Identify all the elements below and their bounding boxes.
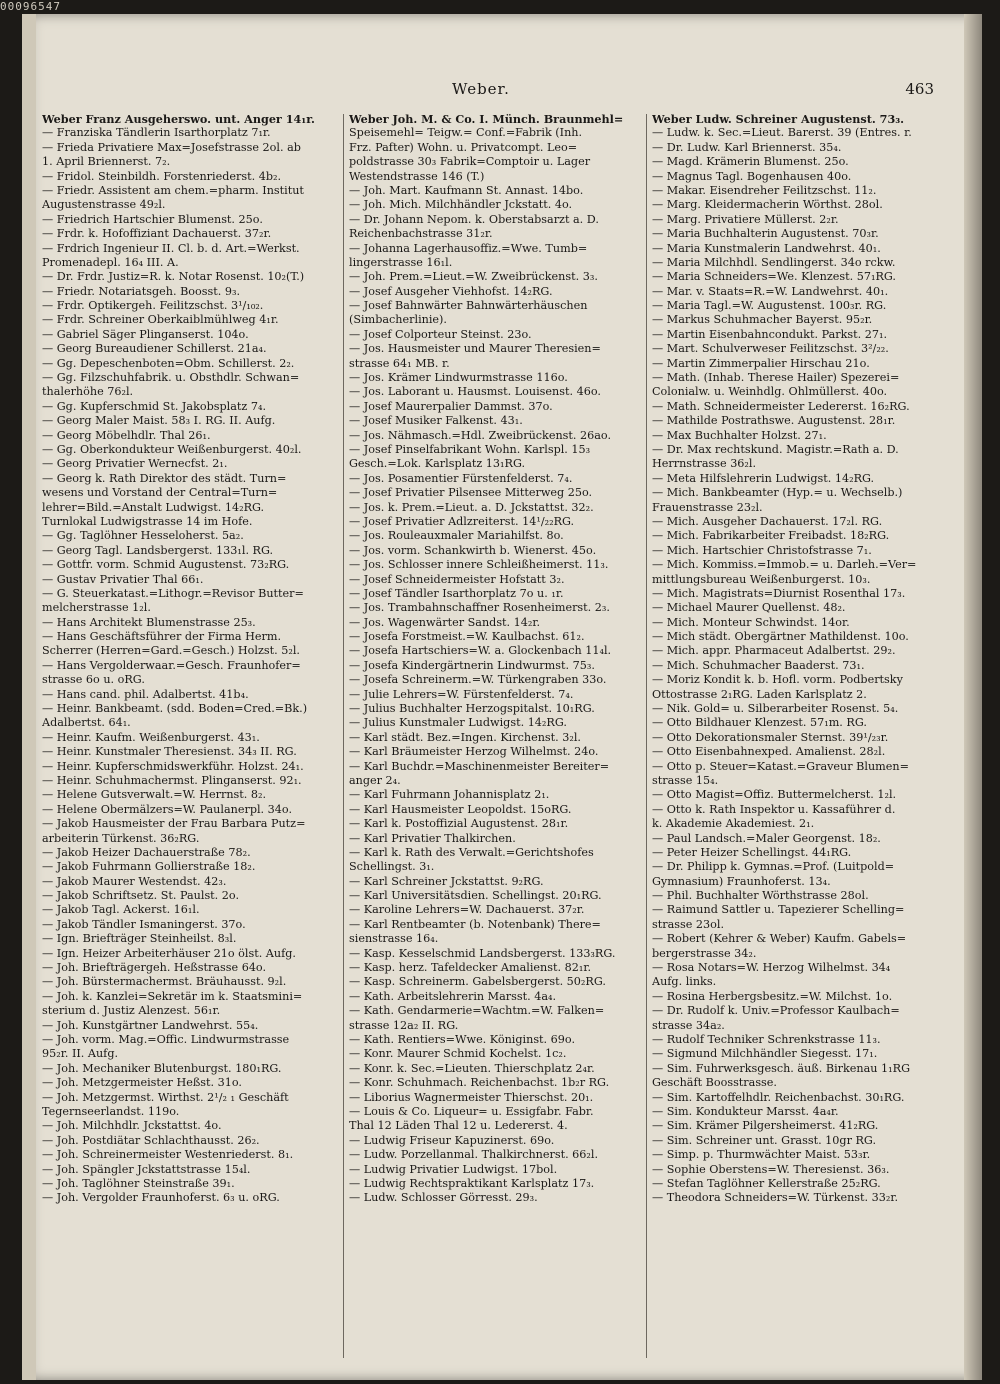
directory-entry: — Dr. Max rechtskund. Magistr.=Rath a. D. <box>652 442 899 456</box>
directory-entry: — Helene Gutsverwalt.=W. Herrnst. 8₂. <box>42 788 267 802</box>
directory-entry: wesens und Vorstand der Central=Turn= <box>42 486 278 500</box>
directory-entry: — Joh. Bürstermachermst. Bräuhausst. 9₂l. <box>42 975 287 989</box>
column-divider <box>646 114 647 1358</box>
column-divider <box>343 114 344 1358</box>
directory-entry: — Friedrich Hartschier Blumenst. 25o. <box>42 212 263 226</box>
directory-entry: strasse 23ol. <box>652 917 725 931</box>
directory-entry: k. Akademie Akademiest. 2₁. <box>652 817 815 831</box>
directory-entry: Westendstrasse 146 (T.) <box>349 169 485 183</box>
directory-entry: — Otto Eisenbahnexped. Amalienst. 28₂l. <box>652 745 886 759</box>
directory-entry: — Sim. Schreiner unt. Grasst. 10gr RG. <box>652 1133 877 1147</box>
directory-entry: — Jakob Heizer Dachauerstraße 78₂. <box>42 845 251 859</box>
directory-entry: 95₂r. II. Aufg. <box>42 1047 119 1061</box>
directory-entry: — Otto Dekorationsmaler Sternst. 39¹/₂₃r. <box>652 730 889 744</box>
directory-entry: — Dr. Rudolf k. Univ.=Professor Kaulbach= <box>652 1004 900 1018</box>
directory-entry: Adalbertst. 64₁. <box>42 716 131 730</box>
directory-entry: — Karl Bräumeister Herzog Wilhelmst. 24o. <box>349 745 599 759</box>
directory-entry: Herrnstrasse 36₂l. <box>652 457 757 471</box>
directory-entry: bergerstrasse 34₂. <box>652 946 757 960</box>
directory-entry: — Jakob Maurer Westendst. 42₃. <box>42 874 227 888</box>
directory-entry: — Otto p. Steuer=Katast.=Graveur Blumen= <box>652 759 909 773</box>
directory-entry: sienstrasse 16₄. <box>349 932 439 946</box>
directory-entry: — Karoline Lehrers=W. Dachauerst. 37₂r. <box>349 903 585 917</box>
directory-entry: — Karl Universitätsdien. Schellingst. 20₁RG. <box>349 889 602 903</box>
directory-entry: (Simbacherlinie). <box>349 313 447 327</box>
directory-entry: — Friedr. Assistent am chem.=pharm. Institut <box>42 183 304 197</box>
directory-entry: — Karl Schreiner Jckstattst. 9₂RG. <box>349 874 544 888</box>
directory-entry: — Markus Schuhmacher Bayerst. 95₂r. <box>652 313 873 327</box>
directory-entry: — Joh. Mich. Milchhändler Jckstatt. 4o. <box>349 198 573 212</box>
directory-entry: — Ign. Heizer Arbeiterhäuser 21o ölst. Aufg. <box>42 946 296 960</box>
directory-entry: — Heinr. Kupferschmidswerkführ. Holzst. 24₁. <box>42 759 304 773</box>
directory-entry: — Maria Kunstmalerin Landwehrst. 40₁. <box>652 241 881 255</box>
directory-entry: — Friedr. Notariatsgeh. Boosst. 9₃. <box>42 284 241 298</box>
directory-entry: — Ludw. k. Sec.=Lieut. Barerst. 39 (Entres. r. <box>652 126 912 140</box>
directory-entry: — Jos. Posamentier Fürstenfelderst. 7₄. <box>349 471 573 485</box>
directory-entry: — Jos. vorm. Schankwirth b. Wienerst. 45o. <box>349 543 597 557</box>
directory-entry: — Joh. Kunstgärtner Landwehrst. 55₄. <box>42 1018 259 1032</box>
directory-entry: — Dr. Frdr. Justiz=R. k. Notar Rosenst. 10₂(T.) <box>42 270 305 284</box>
directory-entry: Weber Ludw. Schreiner Augustenst. 73₃. <box>652 112 905 126</box>
directory-entry: — Makar. Eisendreher Feilitzschst. 11₂. <box>652 183 877 197</box>
directory-entry: — Jos. Krämer Lindwurmstrasse 116o. <box>349 371 568 385</box>
directory-entry: — Frdr. Schreiner Oberkaiblmühlweg 4₁r. <box>42 313 279 327</box>
directory-entry: — Karl Buchdr.=Maschinenmeister Bereiter= <box>349 759 610 773</box>
page-number: 463 <box>905 80 934 98</box>
directory-entry: — Mart. Schulverweser Feilitzschst. 3²/₂₂. <box>652 342 889 356</box>
directory-entry: — Ludw. Schlosser Görresst. 29₃. <box>349 1191 538 1205</box>
directory-entry: — Gg. Kupferschmid St. Jakobsplatz 7₄. <box>42 399 267 413</box>
directory-entry: sterium d. Justiz Alenzest. 56₁r. <box>42 1004 221 1018</box>
directory-entry: — Kasp. herz. Tafeldecker Amalienst. 82₁r. <box>349 961 592 975</box>
directory-entry: — Heinr. Kaufm. Weißenburgerst. 43₁. <box>42 730 260 744</box>
directory-entry: Schellingst. 3₁. <box>349 860 435 874</box>
directory-entry: — Jos. Hausmeister und Maurer Theresien= <box>349 342 601 356</box>
directory-entry: — Sophie Oberstens=W. Theresienst. 36₃. <box>652 1162 890 1176</box>
directory-entry: — Josefa Forstmeist.=W. Kaulbachst. 61₂. <box>349 630 585 644</box>
directory-entry: — Sim. Kartoffelhdlr. Reichenbachst. 30₁RG. <box>652 1090 905 1104</box>
directory-page <box>22 14 982 1380</box>
directory-entry: — Josef Maurerpalier Dammst. 37o. <box>349 399 553 413</box>
directory-entry: — Stefan Taglöhner Kellerstraße 25₂RG. <box>652 1176 881 1190</box>
directory-entry: lingerstrasse 16₁l. <box>349 255 453 269</box>
directory-entry: — Hans Architekt Blumenstrasse 25₃. <box>42 615 256 629</box>
directory-entry: lehrer=Bild.=Anstalt Ludwigst. 14₂RG. <box>42 500 265 514</box>
directory-entry: — Louis & Co. Liqueur= u. Essigfabr. Fabr. <box>349 1104 594 1118</box>
directory-entry: — Joh. k. Kanzlei=Sekretär im k. Staatsmini= <box>42 989 303 1003</box>
running-header <box>22 80 982 106</box>
directory-entry: — Dr. Johann Nepom. k. Oberstabsarzt a. D. <box>349 212 599 226</box>
directory-entry: — Mich städt. Obergärtner Mathildenst. 10o. <box>652 630 909 644</box>
directory-entry: — Nik. Gold= u. Silberarbeiter Rosenst. 5₄. <box>652 702 899 716</box>
directory-entry: — Joh. Vergolder Fraunhoferst. 6₃ u. oRG. <box>42 1191 280 1205</box>
directory-entry: — Dr. Philipp k. Gymnas.=Prof. (Luitpold= <box>652 860 895 874</box>
directory-entry: — Frdr. k. Hofoffiziant Dachauerst. 37₂r. <box>42 227 272 241</box>
directory-entry: Colonialw. u. Weinhdlg. Ohlmüllerst. 40o. <box>652 385 888 399</box>
directory-entry: — Martin Zimmerpalier Hirschau 21o. <box>652 356 870 370</box>
directory-entry: — Joh. vorm. Mag.=Offic. Lindwurmstrasse <box>42 1033 290 1046</box>
directory-entry: — Mich. Magistrats=Diurnist Rosenthal 17₃. <box>652 586 906 600</box>
directory-entry: — Joh. Briefträgergeh. Heßstrasse 64o. <box>42 961 267 975</box>
directory-entry: Ottostrasse 2₁RG. Laden Karlsplatz 2. <box>652 687 867 701</box>
directory-entry: — Konr. Schuhmach. Reichenbachst. 1b₂r RG. <box>349 1076 610 1090</box>
directory-entry: Promenadepl. 16₄ III. A. <box>42 255 179 269</box>
directory-entry: — Josef Schneidermeister Hofstatt 3₂. <box>349 572 565 586</box>
directory-entry: — Mich. Fabrikarbeiter Freibadst. 18₂RG. <box>652 529 890 543</box>
directory-entry: — Heinr. Bankbeamt. (sdd. Boden=Cred.=Bk.) <box>42 702 308 716</box>
directory-entry: — Math. Schneidermeister Ledererst. 16₂RG. <box>652 399 910 413</box>
directory-entry: Frz. Pafter) Wohn. u. Privatcompt. Leo= <box>349 140 578 154</box>
directory-entry: — Georg Möbelhdlr. Thal 26₁. <box>42 428 211 442</box>
header-title: Weber. <box>452 80 510 98</box>
directory-entry: — Frieda Privatiere Max=Josefstrasse 2ol. ab <box>42 140 301 154</box>
scan-id-label: 00096547 <box>0 0 61 13</box>
directory-entry: — Gg. Oberkondukteur Weißenburgerst. 40₂l. <box>42 442 302 456</box>
directory-entry: — Jos. Trambahnschaffner Rosenheimerst. 2₃. <box>349 601 610 615</box>
directory-entry: — Johanna Lagerhausoffiz.=Wwe. Tumb= <box>349 241 588 255</box>
directory-entry: — Mich. appr. Pharmaceut Adalbertst. 29₂. <box>652 644 896 658</box>
directory-entry: Thal 12 Läden Thal 12 u. Ledererst. 4. <box>349 1119 568 1133</box>
directory-columns <box>36 112 948 1362</box>
directory-entry: — Josefa Hartschiers=W. a. Glockenbach 11₄l. <box>349 644 612 658</box>
directory-entry: — Jos. Wagenwärter Sandst. 14₂r. <box>349 615 541 629</box>
directory-entry: — Georg Bureaudiener Schillerst. 21a₄. <box>42 342 267 356</box>
directory-entry: Aufg. links. <box>652 975 717 989</box>
directory-entry: — Julius Kunstmaler Ludwigst. 14₂RG. <box>349 716 567 730</box>
directory-entry: — Jakob Tändler Ismaningerst. 37o. <box>42 917 246 931</box>
directory-entry: — Maria Schneiders=We. Klenzest. 57₁RG. <box>652 270 896 284</box>
directory-entry: — G. Steuerkatast.=Lithogr.=Revisor Butter= <box>42 586 304 600</box>
directory-entry: — Martin Eisenbahncondukt. Parkst. 27₁. <box>652 327 888 341</box>
directory-entry: — Ign. Briefträger Steinheilst. 8₃l. <box>42 932 237 946</box>
directory-entry: — Josefa Schreinerm.=W. Türkengraben 33o. <box>349 673 607 687</box>
directory-entry: — Jakob Schriftsetz. St. Paulst. 2o. <box>42 889 240 903</box>
directory-entry: — Josef Bahnwärter Bahnwärterhäuschen <box>349 299 588 313</box>
directory-entry: — Mich. Kommiss.=Immob.= u. Darleh.=Ver= <box>652 558 917 572</box>
directory-entry: — Julie Lehrers=W. Fürstenfelderst. 7₄. <box>349 687 574 701</box>
directory-entry: — Karl k. Postoffizial Augustenst. 28₁r. <box>349 817 569 831</box>
directory-entry: — Georg Tagl. Landsbergerst. 133₁l. RG. <box>42 543 274 557</box>
directory-entry: — Mich. Hartschier Christofstrasse 7₁. <box>652 543 872 557</box>
directory-entry: strasse 12a₂ II. RG. <box>349 1018 459 1032</box>
directory-entry: — Paul Landsch.=Maler Georgenst. 18₂. <box>652 831 881 845</box>
directory-entry: — Meta Hilfslehrerin Ludwigst. 14₂RG. <box>652 471 875 485</box>
directory-entry: — Raimund Sattler u. Tapezierer Schelling= <box>652 903 905 917</box>
directory-entry: — Jos. Laborant u. Hausmst. Louisenst. 46o. <box>349 385 601 399</box>
directory-entry: — Karl Fuhrmann Johannisplatz 2₁. <box>349 788 550 802</box>
directory-entry: — Otto Magist=Offiz. Buttermelcherst. 1₂l. <box>652 788 897 802</box>
directory-entry: strasse 34a₂. <box>652 1018 725 1032</box>
directory-entry: — Peter Heizer Schellingst. 44₁RG. <box>652 845 852 859</box>
directory-entry: — Joh. Taglöhner Steinstraße 39₁. <box>42 1176 235 1190</box>
directory-entry: — Joh. Schreinermeister Westenriederst. 8₁. <box>42 1148 294 1162</box>
directory-entry: — Mathilde Postrathswe. Augustenst. 28₁r. <box>652 414 896 428</box>
directory-entry: — Gustav Privatier Thal 66₁. <box>42 572 204 586</box>
directory-entry: — Josef Colporteur Steinst. 23o. <box>349 327 532 341</box>
directory-entry: — Hans Vergolderwaar.=Gesch. Fraunhofer= <box>42 658 301 672</box>
directory-entry: — Josef Privatier Pilsensee Mitterweg 25o. <box>349 486 593 500</box>
directory-entry: — Magnus Tagl. Bogenhausen 40o. <box>652 169 852 183</box>
directory-entry: Reichenbachstrasse 31₂r. <box>349 227 493 241</box>
directory-entry: — Ludwig Privatier Ludwigst. 17bol. <box>349 1162 558 1176</box>
directory-entry: — Otto Bildhauer Klenzest. 57₁m. RG. <box>652 716 867 730</box>
directory-entry: strasse 15₄. <box>652 773 719 787</box>
directory-entry: — Karl Hausmeister Leopoldst. 15oRG. <box>349 802 572 816</box>
column-2 <box>349 112 645 1362</box>
directory-entry: — Joh. Prem.=Lieut.=W. Zweibrückenst. 3₃. <box>349 270 598 284</box>
directory-entry: — Jakob Fuhrmann Gollierstraße 18₂. <box>42 860 256 874</box>
directory-entry: — Konr. Maurer Schmid Kochelst. 1c₂. <box>349 1047 567 1061</box>
directory-entry: — Mar. v. Staats=R.=W. Landwehrst. 40₁. <box>652 284 889 298</box>
directory-entry: — Karl Rentbeamter (b. Notenbank) There= <box>349 917 601 931</box>
directory-entry: — Josef Musiker Falkenst. 43₁. <box>349 414 523 428</box>
directory-entry: poldstrasse 30₃ Fabrik=Comptoir u. Lager <box>349 155 591 169</box>
directory-entry: — Math. (Inhab. Therese Hailer) Spezerei= <box>652 371 900 385</box>
directory-entry: arbeiterin Türkenst. 36₂RG. <box>42 831 200 845</box>
directory-entry: — Gabriel Säger Plinganserst. 104o. <box>42 327 249 341</box>
directory-entry: Tegernseerlandst. 119o. <box>42 1104 180 1118</box>
directory-entry: — Simp. p. Thurmwächter Maist. 53₃r. <box>652 1148 871 1162</box>
directory-entry: — Rudolf Techniker Schrenkstrasse 11₃. <box>652 1033 881 1046</box>
directory-entry: strasse 6o u. oRG. <box>42 673 145 687</box>
directory-entry: — Joh. Milchhdlr. Jckstattst. 4o. <box>42 1119 222 1133</box>
directory-entry: — Mich. Ausgeher Dachauerst. 17₂l. RG. <box>652 514 883 528</box>
directory-entry: — Moriz Kondit k. b. Hofl. vorm. Podbertsky <box>652 673 903 687</box>
left-page-edge <box>22 14 36 1380</box>
directory-entry: — Sim. Kondukteur Marsst. 4a₄r. <box>652 1104 839 1118</box>
directory-entry: — Hans Geschäftsführer der Firma Herm. <box>42 630 282 644</box>
directory-entry: Turnlokal Ludwigstrasse 14 im Hofe. <box>42 514 253 528</box>
directory-entry: — Kath. Rentiers=Wwe. Königinst. 69o. <box>349 1033 576 1046</box>
directory-entry: anger 2₄. <box>349 773 401 787</box>
directory-entry: — Frdr. Optikergeh. Feilitzschst. 3¹/₁₀₂. <box>42 299 264 313</box>
directory-entry: — Franziska Tändlerin Isarthorplatz 7₁r. <box>42 126 271 140</box>
directory-entry: — Kasp. Kesselschmid Landsbergerst. 133₃RG. <box>349 946 616 960</box>
directory-entry: — Gg. Filzschuhfabrik. u. Obsthdlr. Schwan= <box>42 371 300 385</box>
directory-entry: — Mich. Bankbeamter (Hyp.= u. Wechselb.) <box>652 486 903 500</box>
directory-entry: — Theodora Schneiders=W. Türkenst. 33₂r. <box>652 1191 899 1205</box>
directory-entry: — Frdrich Ingenieur II. Cl. b. d. Art.=Werkst. <box>42 241 300 255</box>
directory-entry: — Joh. Mart. Kaufmann St. Annast. 14bo. <box>349 183 584 197</box>
directory-entry: — Ludwig Rechtspraktikant Karlsplatz 17₃. <box>349 1176 595 1190</box>
directory-entry: strasse 64₁ MB. r. <box>349 356 450 370</box>
directory-entry: — Sim. Fuhrwerksgesch. äuß. Birkenau 1₁RG <box>652 1061 911 1075</box>
directory-entry: — Joh. Spängler Jckstattstrasse 15₄l. <box>42 1162 251 1176</box>
directory-entry: — Kath. Gendarmerie=Wachtm.=W. Falken= <box>349 1004 605 1018</box>
directory-entry: — Sigmund Milchhändler Siegesst. 17₁. <box>652 1047 878 1061</box>
directory-entry: — Robert (Kehrer & Weber) Kaufm. Gabels= <box>652 932 907 946</box>
directory-entry: — Mich. Monteur Schwindst. 14or. <box>652 615 850 629</box>
directory-entry: — Georg Privatier Wernecfst. 2₁. <box>42 457 228 471</box>
column-3 <box>652 112 948 1362</box>
directory-entry: — Josef Pinselfabrikant Wohn. Karlspl. 15₃ <box>349 442 591 456</box>
directory-entry: — Joh. Postdiätar Schlachthausst. 26₂. <box>42 1133 260 1147</box>
directory-entry: — Gg. Taglöhner Hesseloherst. 5a₂. <box>42 529 244 543</box>
directory-entry: — Liborius Wagnermeister Thierschst. 20₁. <box>349 1090 594 1104</box>
directory-entry: — Georg Maler Maist. 58₃ I. RG. II. Aufg. <box>42 414 276 428</box>
directory-entry: — Jos. Nähmasch.=Hdl. Zweibrückenst. 26ao. <box>349 428 611 442</box>
directory-entry: — Marg. Kleidermacherin Wörthst. 28ol. <box>652 198 883 212</box>
directory-entry: — Mich. Schuhmacher Baaderst. 73₁. <box>652 658 865 672</box>
directory-entry: — Konr. k. Sec.=Lieuten. Thierschplatz 2₄r. <box>349 1061 595 1075</box>
directory-entry: — Jos. Schlosser innere Schleißheimerst. 11₃. <box>349 558 609 572</box>
right-page-edge <box>964 14 982 1380</box>
column-1 <box>42 112 338 1362</box>
directory-entry: — Heinr. Kunstmaler Theresienst. 34₃ II. RG. <box>42 745 297 759</box>
directory-entry: Speisemehl= Teigw.= Conf.=Fabrik (Inh. <box>349 126 583 140</box>
directory-entry: — Karl städt. Bez.=Ingen. Kirchenst. 3₂l. <box>349 730 581 744</box>
directory-entry: — Georg k. Rath Direktor des städt. Turn= <box>42 471 287 485</box>
directory-entry: — Joh. Mechaniker Blutenburgst. 180₁RG. <box>42 1061 282 1075</box>
directory-entry: — Phil. Buchhalter Wörthstrasse 28ol. <box>652 889 869 903</box>
directory-entry: — Helene Obermälzers=W. Paulanerpl. 34o. <box>42 802 292 816</box>
directory-entry: — Hans cand. phil. Adalbertst. 41b₄. <box>42 687 249 701</box>
directory-entry: — Rosa Notars=W. Herzog Wilhelmst. 34₄ <box>652 961 891 975</box>
directory-entry: Gymnasium) Fraunhoferst. 13₄. <box>652 874 831 888</box>
directory-entry: — Maria Milchhdl. Sendlingerst. 34o rckw. <box>652 255 896 269</box>
directory-entry: — Fridol. Steinbildh. Forstenriederst. 4b₂. <box>42 169 282 183</box>
directory-entry: — Josefa Kindergärtnerin Lindwurmst. 75₃. <box>349 658 595 672</box>
directory-entry: — Rosina Herbergsbesitz.=W. Milchst. 1o. <box>652 989 893 1003</box>
directory-entry: — Sim. Krämer Pilgersheimerst. 41₂RG. <box>652 1119 879 1133</box>
directory-entry: thalerhöhe 76₂l. <box>42 385 134 399</box>
directory-entry: — Dr. Ludw. Karl Briennerst. 35₄. <box>652 140 842 154</box>
directory-entry: — Maria Buchhalterin Augustenst. 70₃r. <box>652 227 879 241</box>
directory-entry: — Ludw. Porzellanmal. Thalkirchnerst. 66₂l. <box>349 1148 599 1162</box>
directory-entry: Scherrer (Herren=Gard.=Gesch.) Holzst. 5₂l. <box>42 644 300 658</box>
directory-entry: melcherstrasse 1₂l. <box>42 601 151 615</box>
directory-entry: — Jakob Tagl. Ackerst. 16₁l. <box>42 903 200 917</box>
directory-entry: — Michael Maurer Quellenst. 48₂. <box>652 601 846 615</box>
directory-entry: — Otto k. Rath Inspektor u. Kassaführer d. <box>652 802 896 816</box>
directory-entry: — Josef Tändler Isarthorplatz 7o u. ₁r. <box>349 586 564 600</box>
directory-entry: — Marg. Privatiere Müllerst. 2₂r. <box>652 212 839 226</box>
directory-entry: — Gg. Depeschenboten=Obm. Schillerst. 2₂. <box>42 356 295 370</box>
directory-entry: — Max Buchhalter Holzst. 27₁. <box>652 428 827 442</box>
directory-entry: Gesch.=Lok. Karlsplatz 13₁RG. <box>349 457 526 471</box>
directory-entry: — Jakob Hausmeister der Frau Barbara Putz= <box>42 817 306 831</box>
directory-entry: — Kasp. Schreinerm. Gabelsbergerst. 50₂RG. <box>349 975 606 989</box>
directory-entry: — Gottfr. vorm. Schmid Augustenst. 73₂RG. <box>42 558 290 572</box>
directory-entry: — Josef Privatier Adlzreiterst. 14¹/₂₂RG. <box>349 514 575 528</box>
directory-entry: mittlungsbureau Weißenburgerst. 10₃. <box>652 572 871 586</box>
directory-entry: Frauenstrasse 23₂l. <box>652 500 763 514</box>
directory-entry: — Julius Buchhalter Herzogspitalst. 10₁RG. <box>349 702 595 716</box>
directory-entry: — Jos. Rouleauxmaler Mariahilfst. 8o. <box>349 529 564 543</box>
directory-entry: — Karl k. Rath des Verwalt.=Gerichtshofes <box>349 845 594 859</box>
directory-entry: Augustenstrasse 49₂l. <box>42 198 166 212</box>
directory-entry: — Maria Tagl.=W. Augustenst. 100₃r. RG. <box>652 299 887 313</box>
directory-entry: — Jos. k. Prem.=Lieut. a. D. Jckstattst. 32₂. <box>349 500 594 514</box>
directory-entry: — Magd. Krämerin Blumenst. 25o. <box>652 155 849 169</box>
directory-entry: Weber Joh. M. & Co. I. Münch. Braunmehl= <box>349 112 624 126</box>
directory-entry: — Joh. Metzgermst. Wirthst. 2¹/₂ ₁ Geschäft <box>42 1090 289 1104</box>
directory-entry: — Josef Ausgeher Viehhofst. 14₂RG. <box>349 284 553 298</box>
directory-entry: — Heinr. Schuhmachermst. Plinganserst. 92₁. <box>42 773 302 787</box>
directory-entry: — Kath. Arbeitslehrerin Marsst. 4a₄. <box>349 989 557 1003</box>
directory-entry: Weber Franz Ausgeherswo. unt. Anger 14₁r. <box>42 112 315 126</box>
directory-entry: 1. April Briennerst. 7₂. <box>42 155 171 169</box>
directory-entry: — Karl Privatier Thalkirchen. <box>349 831 516 845</box>
directory-entry: Geschäft Boosstrasse. <box>652 1076 777 1090</box>
directory-entry: — Joh. Metzgermeister Heßst. 31o. <box>42 1076 242 1090</box>
directory-entry: — Ludwig Friseur Kapuzinerst. 69o. <box>349 1133 555 1147</box>
